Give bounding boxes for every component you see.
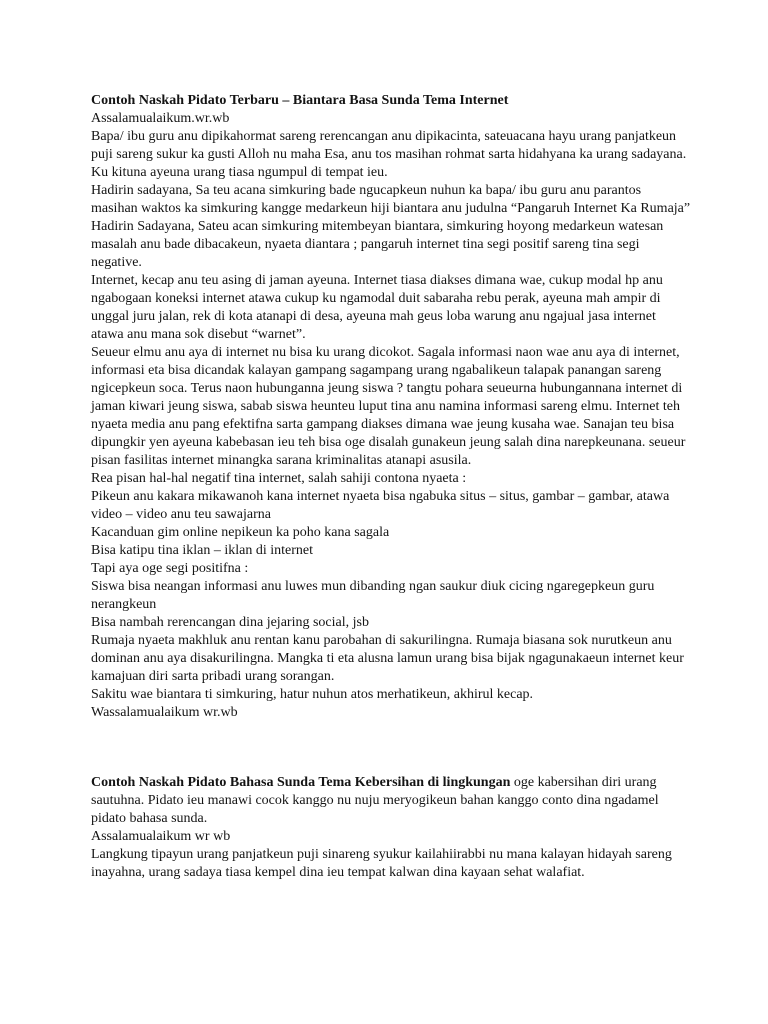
document-page (91, 92, 691, 882)
paragraph: Bapa/ ibu guru anu dipikahormat sareng rerencangan anu dipikacinta, sateuacana hayu urang panjatkeun puji sareng sukur ka gusti Alloh nu maha Esa, anu tos masihan rohmat sarta hidahyana ka urang sadayana. Ku kituna ayeuna urang tiasa ngumpul di tempat ieu. (91, 129, 687, 180)
article-title: Contoh Naskah Pidato Bahasa Sunda Tema Kebersihan di lingkungan (91, 775, 511, 790)
paragraph: Bisa nambah rerencangan dina jejaring social, jsb (91, 615, 369, 630)
paragraph: Tapi aya oge segi positifna : (91, 561, 249, 576)
paragraph: Assalamualaikum.wr.wb (91, 111, 230, 126)
paragraph: Bisa katipu tina iklan – iklan di internet (91, 543, 314, 558)
paragraph: Kacanduan gim online nepikeun ka poho kana sagala (91, 525, 390, 540)
paragraph: Hadirin sadayana, Sa teu acana simkuring bade ngucapkeun nuhun ka bapa/ ibu guru anu parantos masihan waktos ka simkuring kangge medarkeun hiji biantara anu judulna “Pangaruh Internet Ka Rumaja” (91, 183, 691, 216)
paragraph: Siswa bisa neangan informasi anu luwes mun dibanding ngan saukur diuk cicing ngaregepkeun guru nerangkeun (91, 579, 655, 612)
section-spacer (91, 722, 691, 774)
paragraph: Rea pisan hal-hal negatif tina internet, salah sahiji contona nyaeta : (91, 471, 467, 486)
paragraph: Wassalamualaikum wr.wb (91, 705, 238, 720)
paragraph: Assalamualaikum wr wb (91, 829, 231, 844)
article-intro-text: oge kabersihan diri urang sautuhna. Pidato ieu manawi cocok kanggo nu nuju meryogikeun bahan kanggo conto dina ngadamel pidato bahasa sunda. (91, 775, 659, 826)
paragraph: Langkung tipayun urang panjatkeun puji sinareng syukur kailahiirabbi nu mana kalayan hidayah sareng inayahna, urang sadaya tiasa kempel dina ieu tempat kalwan dina kayaan sehat walafiat. (91, 847, 672, 880)
paragraph: Sakitu wae biantara ti simkuring, hatur nuhun atos merhatikeun, akhirul kecap. (91, 687, 534, 702)
paragraph: Pikeun anu kakara mikawanoh kana internet nyaeta bisa ngabuka situs – situs, gambar – gambar, atawa video – video anu teu sawajarna (91, 489, 670, 522)
article-body (91, 110, 691, 722)
paragraph: Hadirin Sadayana, Sateu acan simkuring mitembeyan biantara, simkuring hoyong medarkeun watesan masalah anu bade dibacakeun, nyaeta diantara ; pangaruh internet tina segi positif sareng tina segi negative. (91, 219, 664, 270)
article-title: Contoh Naskah Pidato Terbaru – Biantara Basa Sunda Tema Internet (91, 93, 509, 108)
paragraph: Internet, kecap anu teu asing di jaman ayeuna. Internet tiasa diakses dimana wae, cukup modal hp anu ngabogaan koneksi internet atawa cukup ku ngamodal duit sabaraha rebu perak, ayeuna mah ampir di unggal juru jalan, rek di kota atanapi di desa, ayeuna mah geus loba warung anu ngajual jasa internet atawa anu mana sok disebut “warnet”. (91, 273, 663, 342)
paragraph: Seueur elmu anu aya di internet nu bisa ku urang dicokot. Sagala informasi naon wae anu aya di internet, informasi eta bisa dicandak kalayan gampang sagampang urang ngabalikeun talapak panangan sareng ngicepkeun soca. Terus naon hubunganna jeung siswa ? tangtu pohara seueurna hubungannana internet di jaman kiwari jeung siswa, sabab siswa heunteu luput tina anu namina informasi sareng elmu. Internet teh nyaeta media anu pang efektifna sarta gampang diakses dimana wae jeung kusaha wae. Sanajan teu bisa dipungkir yen ayeuna kabebasan ieu teh bisa oge disalah gunakeun jeung salah dina narepkeunana. seueur pisan fasilitas internet minangka sarana kriminalitas atanapi asusila. (91, 345, 686, 468)
paragraph: Rumaja nyaeta makhluk anu rentan kanu parobahan di sakurilingna. Rumaja biasana sok nurutkeun anu dominan anu aya disakurilingna. Mangka ti eta alusna lamun urang bisa bijak ngagunakaeun internet keur kamajuan diri sarta pribadi urang sorangan. (91, 633, 684, 684)
article-intro (91, 774, 691, 828)
article-body (91, 828, 691, 882)
